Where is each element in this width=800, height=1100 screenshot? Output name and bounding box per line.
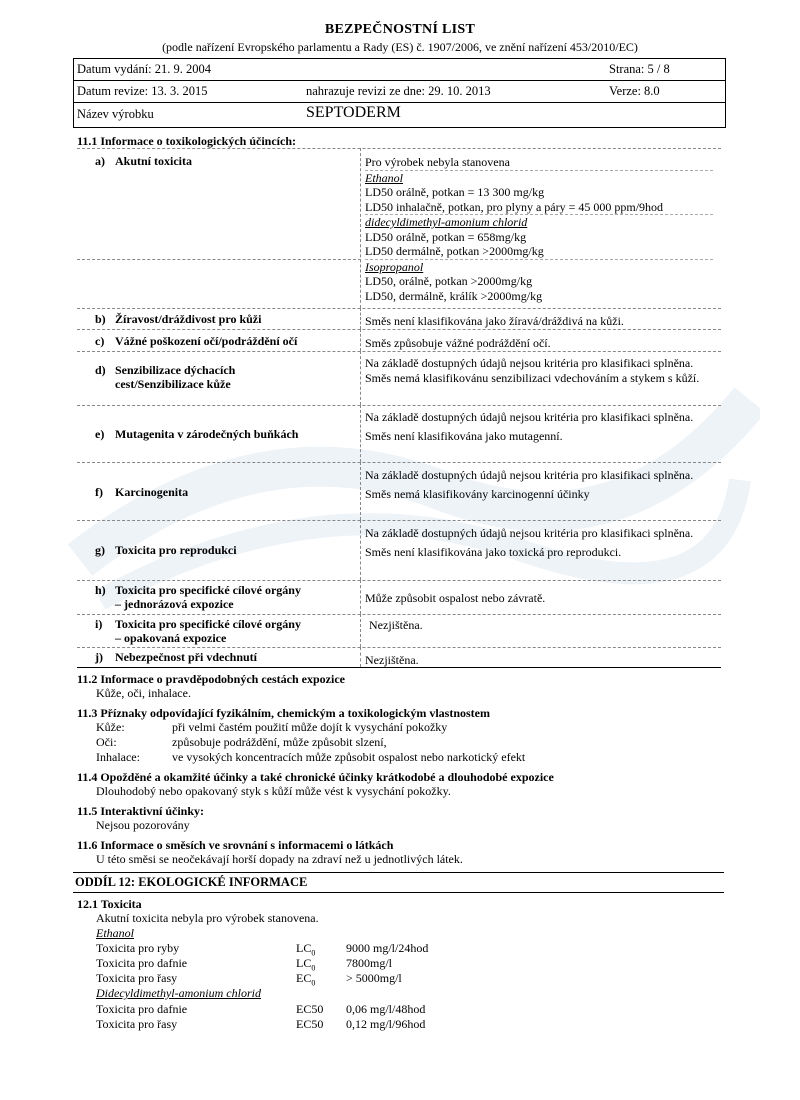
document-title: BEZPEČNOSTNÍ LIST: [324, 22, 476, 37]
table-row: g) Toxicita pro reprodukci Na základě dostupných údajů nejsou kritéria pro klasifikaci splněna. Směs není klasifikována jako toxická pro reprodukci.: [77, 520, 721, 581]
page-number: Strana: 5 / 8: [609, 62, 670, 76]
section-12-1-heading: 12.1 Toxicita: [77, 897, 142, 911]
section-11-4-text: Dlouhodobý nebo opakovaný styk s kůží může vést k vysychání pokožky.: [96, 784, 451, 798]
product-label: Název výrobku: [77, 107, 154, 121]
ddac-heading: Didecyldimethyl-amonium chlorid: [96, 986, 261, 1000]
document-subtitle: (podle nařízení Evropského parlamentu a Rady (ES) č. 1907/2006, ve znění nařízení 453/2010/EC): [162, 40, 638, 54]
table-row: e) Mutagenita v zárodečných buňkách Na základě dostupných údajů nejsou kritéria pro klasifikaci splněna. Směs není klasifikována jako mutagenní.: [77, 405, 721, 463]
acute-toxicity-values: Pro výrobek nebyla stanovena Ethanol LD50 orálně, potkan = 13 300 mg/kg LD50 inhalačně, potkan, pro plyny a páry = 45 000 ppm/9hod didecyldimethyl-amonium chlorid LD50 orálně, potkan = 658mg/kg LD50 dermálně, potkan >2000mg/kg Isopropanol LD50, orálně, potkan >2000mg/kg LD50, dermálně, králík >2000mg/kg: [365, 155, 713, 303]
section-11-2-text: Kůže, oči, inhalace.: [96, 686, 191, 700]
table-row: d) Senzibilizace dýchacích cest/Senzibilizace kůže Na základě dostupných údajů nejsou kritéria pro klasifikaci splněna. Směs nemá klasifikovánu senzibilizaci vdechováním a stykem s kůží.: [77, 351, 721, 406]
section-11-1-heading: 11.1 Informace o toxikologických účincích:: [77, 134, 296, 148]
section-11-5-heading: 11.5 Interaktivní účinky:: [77, 804, 205, 818]
section-12-header: ODDÍL 12: EKOLOGICKÉ INFORMACE: [73, 872, 724, 893]
ecotox-intro: Akutní toxicita nebyla pro výrobek stanovena.: [96, 911, 319, 925]
section-11-5-text: Nejsou pozorovány: [96, 818, 190, 832]
section-11-3-heading: 11.3 Příznaky odpovídající fyzikálním, chemickým a toxikologickým vlastnostem: [77, 706, 490, 720]
table-row: c) Vážné poškození očí/podráždění očí Směs způsobuje vážné podráždění očí.: [77, 329, 721, 352]
table-row: j) Nebezpečnost při vdechnutí Nezjištěna.: [77, 647, 721, 668]
table-row: i) Toxicita pro specifické cílové orgány – opakovaná expozice Nezjištěna.: [77, 614, 721, 648]
table-row: h) Toxicita pro specifické cílové orgány – jednorázová expozice Může způsobit ospalost nebo závratě.: [77, 580, 721, 615]
product-name: SEPTODERM: [306, 104, 401, 121]
table-row: a) Akutní toxicita Pro výrobek nebyla stanovena Ethanol LD50 orálně, potkan = 13 300 mg/kg LD50 inhalačně, potkan, pro plyny a páry = 45 000 ppm/9hod didecyldimethyl-amonium chlorid LD50 orálně, potkan = 658mg/kg LD50 dermálně, potkan >2000mg/kg Isopropanol LD50, orálně, potkan >2000mg/kg LD50, dermálně, králík >2000mg/kg: [77, 148, 721, 309]
section-11-6-text: U této směsi se neočekávají horší dopady na zdraví než u jednotlivých látek.: [96, 852, 463, 866]
section-11-4-heading: 11.4 Opožděné a okamžité účinky a také chronické účinky krátkodobé a dlouhodobé expozice: [77, 770, 554, 784]
revision-date: Datum revize: 13. 3. 2015: [77, 84, 208, 98]
section-11-6-heading: 11.6 Informace o směsích ve srovnání s informacemi o látkách: [77, 838, 394, 852]
row-label: Akutní toxicita: [115, 154, 193, 168]
version: Verze: 8.0: [609, 84, 660, 98]
table-row: f) Karcinogenita Na základě dostupných údajů nejsou kritéria pro klasifikaci splněna. Směs nemá klasifikovány karcinogenní účinky: [77, 462, 721, 521]
ethanol-heading: Ethanol: [96, 926, 134, 940]
header-box: [73, 58, 726, 128]
section-11-2-heading: 11.2 Informace o pravděpodobných cestách expozice: [77, 672, 345, 686]
table-row: b) Žíravost/dráždivost pro kůži Směs není klasifikována jako žíravá/dráždivá na kůži.: [77, 308, 721, 330]
replaces-revision: nahrazuje revizi ze dne: 29. 10. 2013: [306, 84, 491, 98]
issue-date: Datum vydání: 21. 9. 2004: [77, 62, 212, 76]
